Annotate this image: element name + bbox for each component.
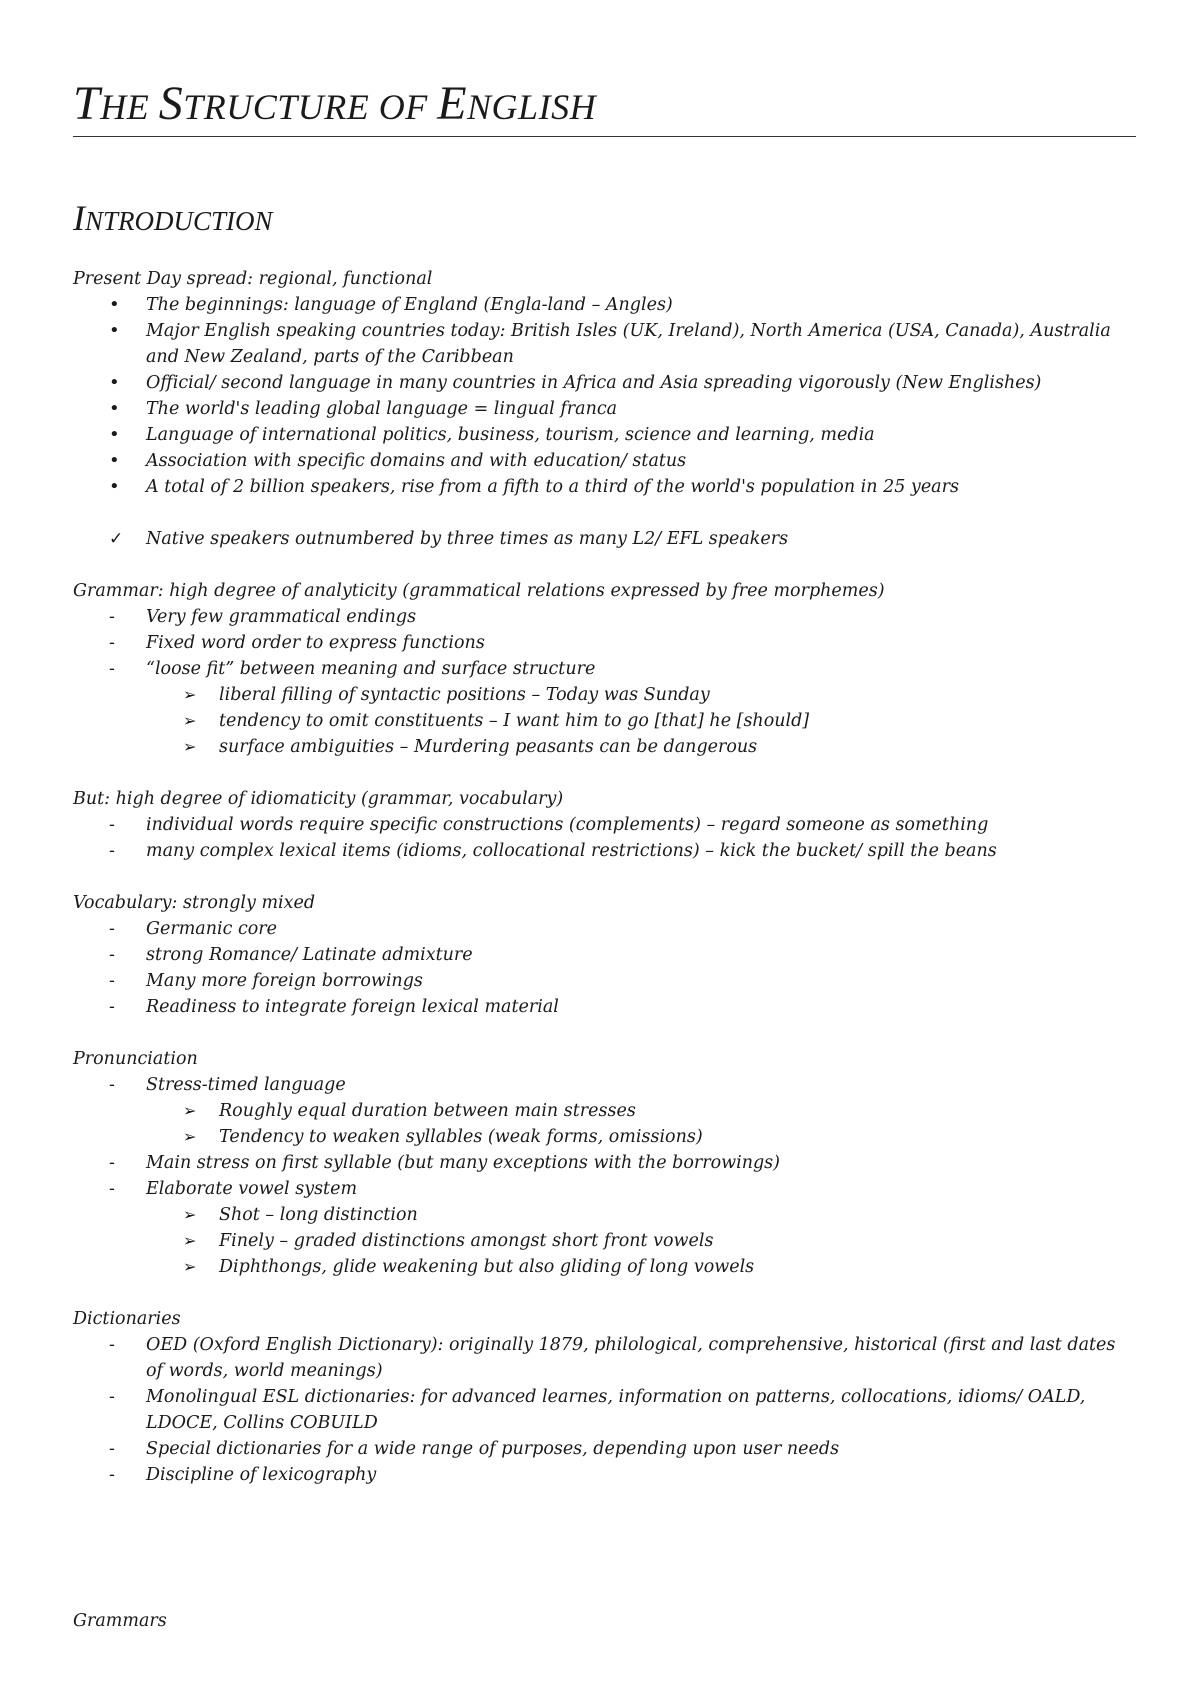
bullet-icon: [109, 292, 120, 318]
pronunciation-list: [73, 1072, 1133, 1280]
dash-icon: [109, 1332, 115, 1358]
list-item: - Readiness to integrate foreign lexical material: [73, 994, 1133, 1020]
list-item: • The world's leading global language = lingual franca: [73, 396, 1133, 422]
checkmark-icon: [109, 526, 123, 552]
section-heading-introduction: INTRODUCTION: [73, 198, 273, 238]
list-item: • A total of 2 billion speakers, rise from a fifth to a third of the world's population in 25 years: [73, 474, 1133, 500]
list-item: - Main stress on first syllable (but many exceptions with the borrowings): [73, 1150, 1133, 1176]
dash-icon: [109, 656, 115, 682]
bullet-icon: [109, 448, 120, 474]
title-divider: [73, 136, 1136, 137]
list-item: - Fixed word order to express functions: [73, 630, 1133, 656]
arrow-bullet-icon: [183, 1124, 196, 1150]
list-subitem: ➢ Finely – graded distinctions amongst short front vowels: [73, 1228, 1133, 1254]
list-item: - Special dictionaries for a wide range of purposes, depending upon user needs: [73, 1436, 1133, 1462]
list-item: • Association with specific domains and with education/ status: [73, 448, 1133, 474]
arrow-bullet-icon: [183, 734, 196, 760]
list-item: - Very few grammatical endings: [73, 604, 1133, 630]
page-title: THE STRUCTURE OF ENGLISH: [73, 77, 597, 130]
arrow-bullet-icon: [183, 682, 196, 708]
list-item: - individual words require specific constructions (complements) – regard someone as something: [73, 812, 1133, 838]
dash-icon: [109, 994, 115, 1020]
dash-icon: [109, 1462, 115, 1488]
grammars-title: Grammars: [73, 1611, 167, 1631]
bullet-icon: [109, 422, 120, 448]
dash-icon: [109, 604, 115, 630]
vocabulary-title: Vocabulary: strongly mixed: [73, 893, 316, 913]
arrow-bullet-icon: [183, 1254, 196, 1280]
idiomaticity-title: But: high degree of idiomaticity (grammar, vocabulary): [73, 789, 564, 809]
list-item: - “loose fit” between meaning and surface structure: [73, 656, 1133, 682]
bullet-icon: [109, 370, 120, 396]
idiomaticity-list: [73, 812, 1133, 864]
list-item: - Monolingual ESL dictionaries: for advanced learnes, information on patterns, collocations, idioms/ OALD, LDOCE, Collins COBUILD: [73, 1384, 1133, 1436]
list-item: - OED (Oxford English Dictionary): originally 1879, philological, comprehensive, historical (first and last dates of words, world meanings): [73, 1332, 1133, 1384]
spread-check-list: [73, 526, 1133, 552]
list-item: ✓ Native speakers outnumbered by three times as many L2/ EFL speakers: [73, 526, 1133, 552]
spread-bullet-list: [73, 292, 1133, 500]
dash-icon: [109, 1176, 115, 1202]
dash-icon: [109, 838, 115, 864]
list-item: • Language of international politics, business, tourism, science and learning, media: [73, 422, 1133, 448]
bullet-icon: [109, 396, 120, 422]
list-subitem: ➢ liberal filling of syntactic positions – Today was Sunday: [73, 682, 1133, 708]
list-item: - Elaborate vowel system: [73, 1176, 1133, 1202]
list-subitem: ➢ Shot – long distinction: [73, 1202, 1133, 1228]
bullet-icon: [109, 474, 120, 500]
dash-icon: [109, 942, 115, 968]
dash-icon: [109, 1150, 115, 1176]
dictionaries-list: [73, 1332, 1133, 1488]
list-subitem: ➢ Tendency to weaken syllables (weak forms, omissions): [73, 1124, 1133, 1150]
list-item: • The beginnings: language of England (Engla-land – Angles): [73, 292, 1133, 318]
list-subitem: ➢ surface ambiguities – Murdering peasants can be dangerous: [73, 734, 1133, 760]
grammar-title: Grammar: high degree of analyticity (grammatical relations expressed by free morphemes): [73, 581, 885, 601]
list-item: • Official/ second language in many countries in Africa and Asia spreading vigorously (New Englishes): [73, 370, 1133, 396]
list-item: - Many more foreign borrowings: [73, 968, 1133, 994]
dash-icon: [109, 1384, 115, 1410]
list-item: - strong Romance/ Latinate admixture: [73, 942, 1133, 968]
dash-icon: [109, 1436, 115, 1462]
spread-title: Present Day spread: regional, functional: [73, 269, 433, 289]
arrow-bullet-icon: [183, 1228, 196, 1254]
bullet-icon: [109, 318, 120, 344]
dash-icon: [109, 1072, 115, 1098]
list-item: - Germanic core: [73, 916, 1133, 942]
list-subitem: ➢ Roughly equal duration between main stresses: [73, 1098, 1133, 1124]
list-item: • Major English speaking countries today: British Isles (UK, Ireland), North America (USA, Canada), Australia and New Zealand, parts of the Caribbean: [73, 318, 1133, 370]
list-subitem: ➢ tendency to omit constituents – I want him to go [that] he [should]: [73, 708, 1133, 734]
list-subitem: ➢ Diphthongs, glide weakening but also gliding of long vowels: [73, 1254, 1133, 1280]
pronunciation-title: Pronunciation: [73, 1049, 198, 1069]
list-item: - many complex lexical items (idioms, collocational restrictions) – kick the bucket/ spill the beans: [73, 838, 1133, 864]
dash-icon: [109, 968, 115, 994]
list-item: - Discipline of lexicography: [73, 1462, 1133, 1488]
arrow-bullet-icon: [183, 1202, 196, 1228]
arrow-bullet-icon: [183, 708, 196, 734]
list-item: - Stress-timed language: [73, 1072, 1133, 1098]
grammar-list: [73, 604, 1133, 760]
document-body: [73, 266, 1133, 1488]
dictionaries-title: Dictionaries: [73, 1309, 181, 1329]
dash-icon: [109, 812, 115, 838]
dash-icon: [109, 916, 115, 942]
dash-icon: [109, 630, 115, 656]
arrow-bullet-icon: [183, 1098, 196, 1124]
vocabulary-list: [73, 916, 1133, 1020]
